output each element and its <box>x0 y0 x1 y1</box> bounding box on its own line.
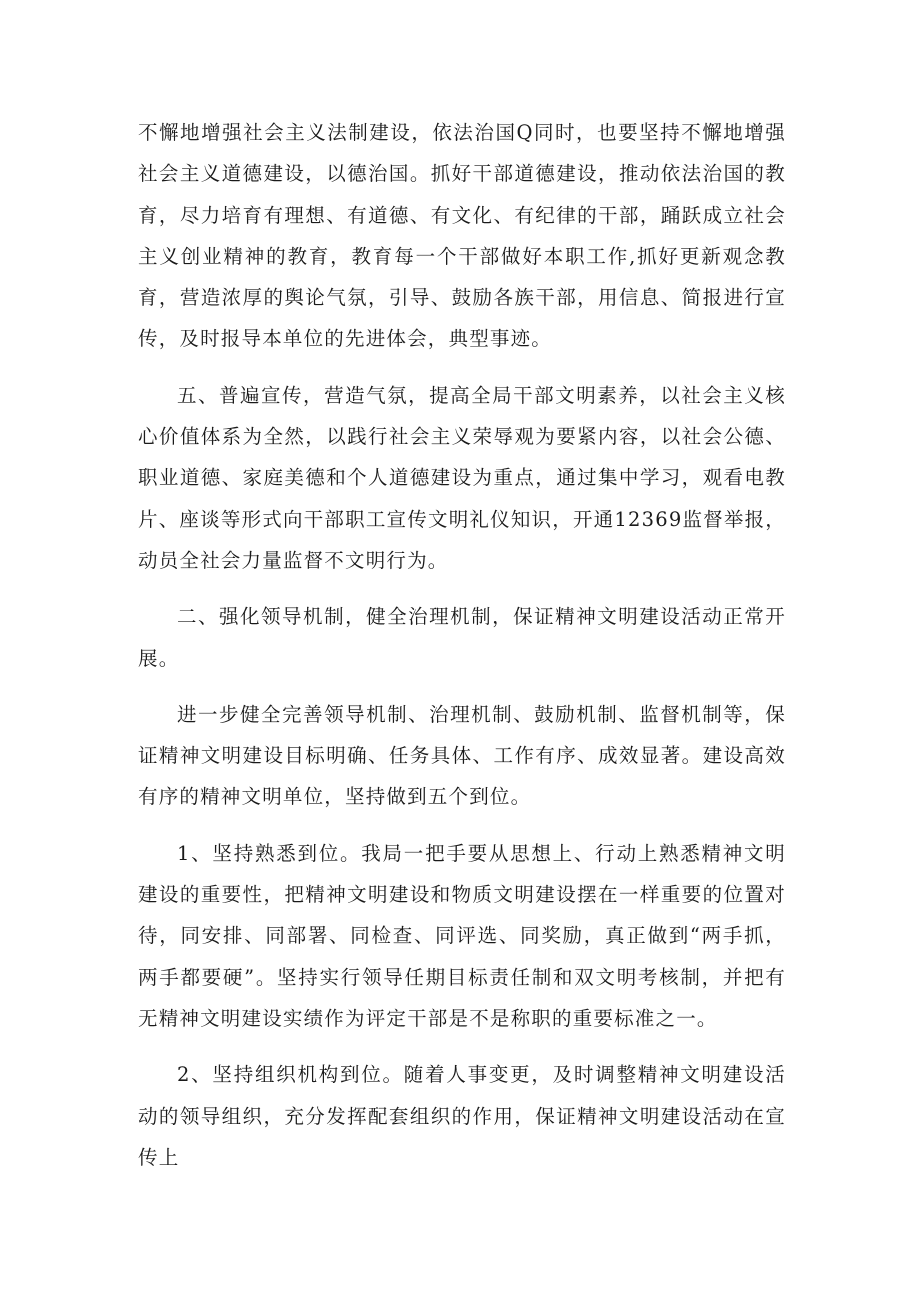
paragraph-2: 五、普遍宣传，营造气氛，提高全局干部文明素养，以社会主义核心价值体系为全然，以践行社会主义荣辱观为要紧内容，以社会公德、职业道德、家庭美德和个人道德建设为重点，通过集中学习，观看电教片、座谈等形式向干部职工宣传文明礼仪知识，开通12369监督举报，动员全社会力量监督不文明行为。 <box>138 383 786 572</box>
paragraph-6: 2、坚持组织机构到位。随着人事变更，及时调整精神文明建设活动的领导组织，充分发挥配套组织的作用，保证精神文明建设活动在宣传上 <box>138 1063 786 1169</box>
paragraph-1: 不懈地增强社会主义法制建设，依法治国Q同时，也要坚持不懈地增强社会主义道德建设，以德治国。抓好干部道德建设，推动依法治国的教育，尽力培育有理想、有道德、有文化、有纪律的干部，踊跃成立社会主义创业精神的教育，教育每一个干部做好本职工作,抓好更新观念教育，营造浓厚的舆论气氛，引导、鼓励各族干部，用信息、简报进行宣传，及时报导本单位的先进体会，典型事迹。 <box>138 121 786 351</box>
paragraph-5: 1、坚持熟悉到位。我局一把手要从思想上、行动上熟悉精神文明建设的重要性，把精神文明建设和物质文明建设摆在一样重要的位置对待，同安排、同部署、同检查、同评选、同奖励，真正做到“两手抓，两手都要硬”。坚持实行领导任期目标责任制和双文明考核制，并把有无精神文明建设实绩作为评定干部是不是称职的重要标准之一。 <box>138 841 786 1030</box>
document-body <box>138 112 786 1178</box>
paragraph-3: 二、强化领导机制，健全治理机制，保证精神文明建设活动正常开展。 <box>138 605 786 670</box>
paragraph-4: 进一步健全完善领导机制、治理机制、鼓励机制、监督机制等，保证精神文明建设目标明确、任务具体、工作有序、成效显著。建设高效有序的精神文明单位，坚持做到五个到位。 <box>138 702 786 809</box>
